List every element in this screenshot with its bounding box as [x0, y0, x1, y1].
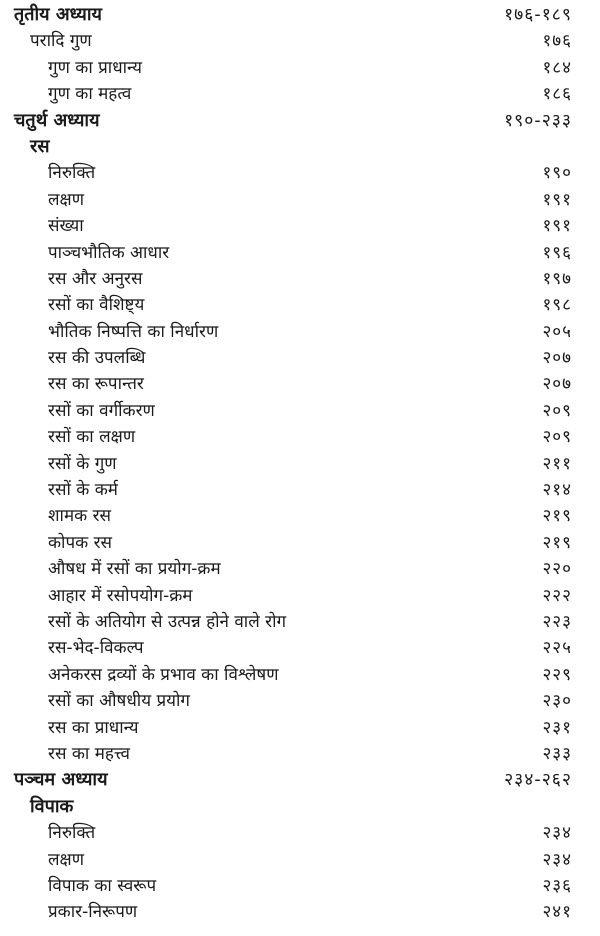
toc-entry-title: भौतिक निष्पत्ति का निर्धारण — [48, 321, 219, 342]
toc-entry-row — [0, 240, 600, 266]
toc-entry-page-number: १९० — [542, 163, 572, 184]
toc-entry-row — [0, 292, 600, 318]
toc-entry-title: रसों के अतियोग से उत्पन्न होने वाले रोग — [48, 611, 287, 632]
toc-entry-row — [0, 81, 600, 107]
toc-entry-page-number: २११ — [542, 453, 572, 474]
toc-entry-row — [0, 451, 600, 477]
toc-entry-title: औषध में रसों का प्रयोग-क्रम — [48, 559, 221, 580]
toc-entry-page-number: १९७ — [542, 268, 572, 289]
toc-entry-title: कोपक रस — [48, 532, 113, 553]
toc-entry-row — [0, 266, 600, 292]
toc-entry-page-number: १९१ — [542, 216, 572, 237]
section-heading-row — [0, 28, 600, 54]
toc-entry-title: आहार में रसोपयोग-क्रम — [48, 585, 193, 606]
toc-entry-title: विपाक — [30, 795, 74, 817]
toc-entry-title: लक्षण — [48, 189, 85, 210]
toc-entry-row — [0, 715, 600, 741]
toc-entry-row — [0, 609, 600, 635]
toc-entry-page-number: २२५ — [542, 638, 572, 659]
toc-entry-title: रसों के गुण — [48, 453, 117, 474]
toc-entry-page-number: २२० — [542, 559, 572, 580]
toc-entry-title: रस का महत्त्व — [48, 743, 130, 764]
toc-entry-title: रसों के कर्म — [48, 480, 118, 501]
toc-entry-title: रस और अनुरस — [48, 268, 143, 289]
toc-entry-row — [0, 873, 600, 899]
toc-entry-row — [0, 55, 600, 81]
toc-entry-title: संख्या — [48, 216, 84, 237]
toc-entry-page-number: २०९ — [542, 400, 572, 421]
toc-entry-title: पञ्चम अध्याय — [14, 769, 108, 791]
toc-entry-title: विपाक का स्वरूप — [48, 875, 157, 896]
toc-entry-row — [0, 899, 600, 925]
toc-entry-row — [0, 213, 600, 239]
toc-entry-row — [0, 477, 600, 503]
chapter-heading-row — [0, 767, 600, 793]
toc-entry-title: निरुक्ति — [48, 163, 96, 184]
toc-entry-title: रसों का लक्षण — [48, 427, 136, 448]
toc-entry-row — [0, 688, 600, 714]
toc-entry-title: गुण का महत्व — [48, 84, 132, 105]
toc-entry-row — [0, 160, 600, 186]
toc-entry-page-number: २३४-२६२ — [504, 770, 572, 791]
toc-entry-page-number: २०९ — [542, 427, 572, 448]
toc-entry-title: रस का रूपान्तर — [48, 374, 144, 395]
toc-entry-title: शामक रस — [48, 506, 112, 527]
toc-entry-row — [0, 319, 600, 345]
toc-entry-page-number: २३४ — [542, 849, 572, 870]
toc-entry-page-number: २२९ — [542, 664, 572, 685]
toc-entry-row — [0, 583, 600, 609]
toc-entry-page-number: २३० — [542, 691, 572, 712]
toc-entry-page-number: १७६ — [542, 31, 572, 52]
toc-entry-row — [0, 371, 600, 397]
toc-entry-title: तृतीय अध्याय — [14, 4, 102, 25]
toc-entry-page-number: २३३ — [542, 743, 572, 764]
toc-entry-row — [0, 187, 600, 213]
toc-entry-title: रस का प्राधान्य — [48, 717, 139, 738]
toc-entry-title: निरुक्ति — [48, 823, 96, 844]
toc-entry-title: रसों का वर्गीकरण — [48, 400, 155, 421]
toc-entry-title: पाञ्चभौतिक आधार — [48, 242, 170, 263]
toc-entry-page-number: २३४ — [542, 823, 572, 844]
toc-entry-row — [0, 556, 600, 582]
toc-entry-title: प्रकार-निरूपण — [48, 902, 138, 923]
toc-entry-title: रसों का औषधीय प्रयोग — [48, 691, 190, 712]
table-of-contents — [0, 2, 600, 926]
toc-entry-page-number: २०७ — [542, 374, 572, 395]
toc-entry-page-number: २१९ — [542, 506, 572, 527]
chapter-heading-row — [0, 108, 600, 134]
toc-entry-title: रसों का वैशिष्ट्य — [48, 295, 145, 316]
toc-entry-title: रस की उपलब्धि — [48, 348, 146, 369]
toc-entry-page-number: १८६ — [542, 84, 572, 105]
chapter-heading-row — [0, 2, 600, 28]
toc-entry-row — [0, 741, 600, 767]
toc-entry-title: रस — [30, 135, 50, 157]
toc-entry-title: लक्षण — [48, 849, 85, 870]
toc-entry-row — [0, 424, 600, 450]
toc-entry-title: गुण का प्राधान्य — [48, 57, 142, 78]
toc-entry-page-number: १७६-१८९ — [504, 5, 572, 25]
section-heading-row — [0, 794, 600, 820]
toc-entry-page-number: १९८ — [542, 295, 572, 316]
toc-entry-page-number: २२२ — [542, 585, 572, 606]
toc-entry-row — [0, 530, 600, 556]
toc-entry-page-number: १९१ — [542, 189, 572, 210]
toc-entry-title: परादि गुण — [30, 31, 92, 52]
toc-entry-row — [0, 820, 600, 846]
toc-entry-page-number: २४१ — [542, 902, 572, 923]
toc-entry-page-number: २१९ — [542, 532, 572, 553]
toc-entry-row — [0, 503, 600, 529]
toc-entry-page-number: १९६ — [542, 242, 572, 263]
toc-entry-page-number: १९०-२३३ — [504, 110, 572, 131]
toc-entry-page-number: २३१ — [542, 717, 572, 738]
toc-entry-page-number: २०७ — [542, 348, 572, 369]
toc-entry-page-number: २०५ — [542, 321, 572, 342]
toc-entry-row — [0, 635, 600, 661]
section-heading-row — [0, 134, 600, 160]
toc-entry-page-number: २३६ — [542, 875, 572, 896]
toc-entry-page-number: १८४ — [542, 57, 572, 78]
toc-entry-page-number: २१४ — [542, 480, 572, 501]
toc-entry-row — [0, 847, 600, 873]
toc-entry-title: चतुर्थ अध्याय — [14, 109, 100, 131]
toc-entry-row — [0, 662, 600, 688]
toc-entry-title: अनेकरस द्रव्यों के प्रभाव का विश्लेषण — [48, 664, 279, 685]
toc-entry-title: रस-भेद-विकल्प — [48, 638, 144, 659]
toc-entry-row — [0, 345, 600, 371]
toc-entry-row — [0, 398, 600, 424]
toc-entry-page-number: २२३ — [542, 611, 572, 632]
